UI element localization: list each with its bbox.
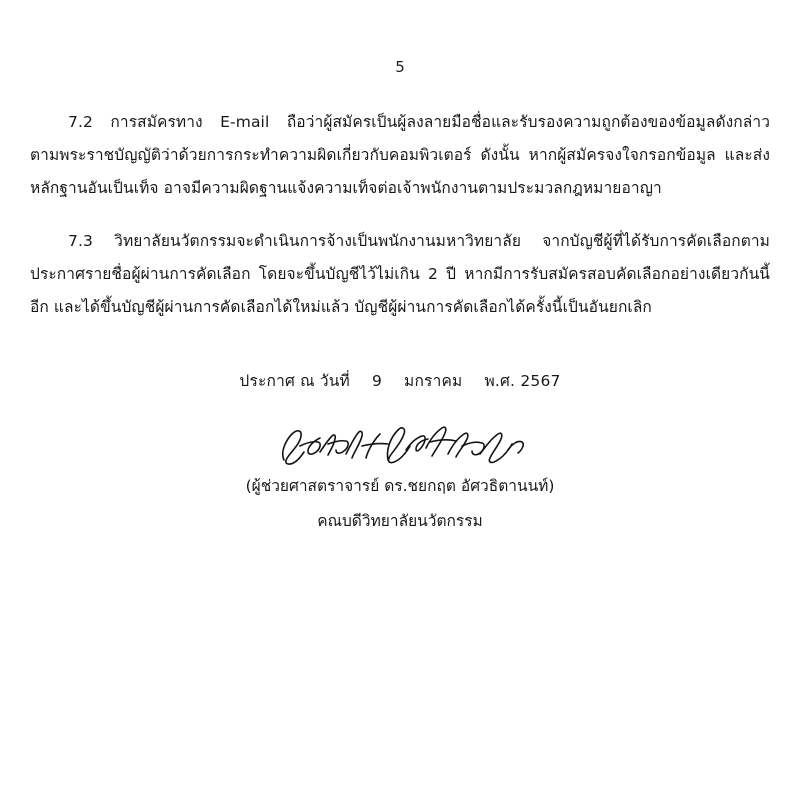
document-body — [30, 106, 770, 324]
page-number: 5 — [395, 58, 405, 76]
paragraph-text: 7.2 การสมัครทาง E-mail ถือว่าผู้สมัครเป็นผู้ลงลายมือชื่อและรับรองความถูกต้องของข้อมูลดังกล่าวตามพระราชบัญญัติว่าด้วยการกระทำความผิดเกี่ยวกับคอมพิวเตอร์ ดังนั้น หากผู้สมัครจงใจกรอกข้อมูล และส่งหลักฐานอันเป็นเท็จ อาจมีความผิดฐานแจ้งความเท็จต่อเจ้าพนักงานตามประมวลกฎหมายอาญา — [30, 113, 770, 197]
closing-block — [30, 368, 770, 533]
announce-prefix: ประกาศ ณ วันที่ — [239, 372, 350, 390]
signer-title: คณบดีวิทยาลัยนวัตกรรม — [317, 512, 483, 530]
signature-area — [30, 415, 770, 471]
announcement-date-line — [30, 368, 770, 393]
document-page — [0, 58, 800, 801]
paragraph-text: 7.3 วิทยาลัยนวัตกรรมจะดำเนินการจ้างเป็นพนักงานมหาวิทยาลัย จากบัญชีผู้ที่ได้รับการคัดเลือกตามประกาศรายชื่อผู้ผ่านการคัดเลือก โดยจะขึ้นบัญชีไว้ไม่เกิน 2 ปี หากมีการรับสมัครสอบคัดเลือกอย่างเดียวกันนี้อีก และได้ขึ้นบัญชีผู้ผ่านการคัดเลือกได้ใหม่แล้ว บัญชีผู้ผ่านการคัดเลือกได้ครั้งนี้เป็นอันยกเลิก — [30, 232, 770, 316]
signer-name: (ผู้ช่วยศาสตราจารย์ ดร.ชยกฤต อัศวธิตานนท์) — [245, 477, 555, 495]
handwritten-signature-icon — [270, 416, 530, 470]
paragraph-clause-7-2 — [30, 106, 770, 205]
announce-day: 9 — [371, 372, 383, 390]
announce-month: มกราคม — [404, 372, 463, 390]
announce-year: 2567 — [520, 372, 561, 390]
announce-year-prefix: พ.ศ. — [484, 372, 516, 390]
paragraph-clause-7-3 — [30, 225, 770, 324]
